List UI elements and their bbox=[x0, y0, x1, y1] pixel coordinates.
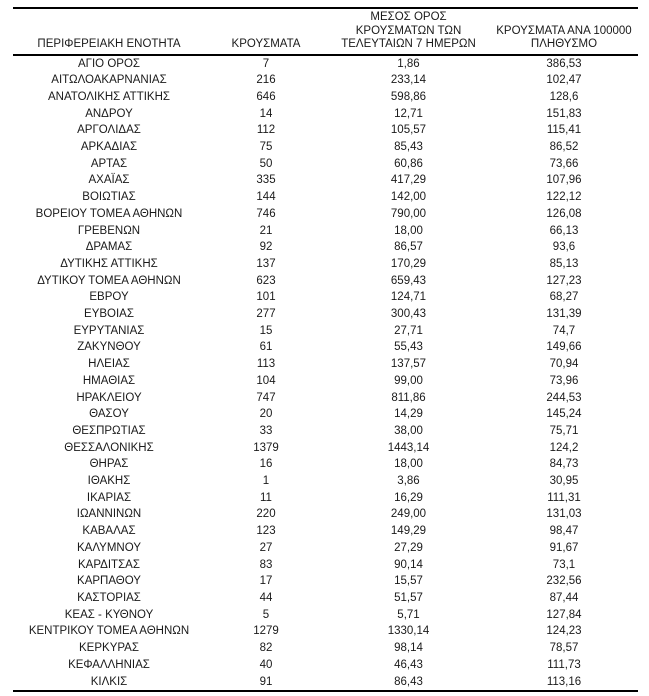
region-cell: ΕΥΡΥΤΑΝΙΑΣ bbox=[73, 324, 145, 337]
avg7-cell: 27,71 bbox=[394, 324, 423, 337]
table-row bbox=[13, 323, 638, 340]
table-row bbox=[13, 206, 638, 223]
region-cell: ΚΕΝΤΡΙΚΟΥ ΤΟΜΕΑ ΑΘΗΝΩΝ bbox=[28, 625, 190, 638]
cases-cell: 7 bbox=[262, 57, 270, 70]
region-cell: ΕΒΡΟΥ bbox=[89, 291, 129, 304]
per100k-cell: 86,52 bbox=[549, 141, 579, 154]
cases-cell: 220 bbox=[256, 508, 276, 521]
region-cell: ΚΑΡΔΙΤΣΑΣ bbox=[78, 558, 140, 571]
per100k-cell: 131,03 bbox=[546, 508, 582, 521]
avg7-cell: 659,43 bbox=[390, 274, 427, 287]
region-cell: ΑΡΚΑΔΙΑΣ bbox=[80, 141, 138, 154]
per100k-cell: 102,47 bbox=[546, 74, 582, 87]
avg7-cell: 105,57 bbox=[390, 124, 427, 137]
cases-cell: 747 bbox=[256, 391, 276, 404]
cases-cell: 16 bbox=[259, 458, 273, 471]
table-row bbox=[13, 289, 638, 306]
table-row bbox=[13, 156, 638, 173]
table-row bbox=[13, 273, 638, 290]
per100k-cell: 68,27 bbox=[549, 291, 579, 304]
header-line: ΚΡΟΥΣΜΑΤΑ ΑΝΑ 100000 bbox=[496, 24, 632, 37]
avg7-cell: 137,57 bbox=[390, 358, 427, 371]
header-row bbox=[13, 8, 638, 55]
cases-cell: 75 bbox=[259, 141, 273, 154]
table-row bbox=[13, 590, 638, 607]
per100k-cell: 98,47 bbox=[549, 525, 579, 538]
region-cell: ΙΩΑΝΝΙΝΩΝ bbox=[76, 508, 142, 521]
table-row bbox=[13, 674, 638, 692]
cases-cell: 61 bbox=[259, 341, 273, 354]
cases-cell: 91 bbox=[259, 675, 273, 688]
region-cell: ΕΥΒΟΙΑΣ bbox=[84, 308, 134, 321]
region-cell: ΑΡΓΟΛΙΔΑΣ bbox=[77, 124, 141, 137]
per100k-cell: 84,73 bbox=[549, 458, 579, 471]
table-row bbox=[13, 640, 638, 657]
avg7-cell: 790,00 bbox=[390, 207, 427, 220]
cases-cell: 83 bbox=[259, 558, 273, 571]
region-cell: ΓΡΕΒΕΝΩΝ bbox=[77, 224, 141, 237]
table-row bbox=[13, 306, 638, 323]
table-row bbox=[13, 557, 638, 574]
col-header-avg7 bbox=[327, 8, 490, 55]
cases-cell: 104 bbox=[256, 374, 276, 387]
per100k-cell: 149,66 bbox=[546, 341, 582, 354]
table-row bbox=[13, 456, 638, 473]
cases-cell: 14 bbox=[259, 107, 273, 120]
cases-cell: 40 bbox=[259, 658, 273, 671]
region-cell: ΚΕΦΑΛΛΗΝΙΑΣ bbox=[68, 658, 150, 671]
cases-cell: 1379 bbox=[253, 441, 279, 454]
per100k-cell: 87,44 bbox=[549, 592, 579, 604]
region-cell: ΑΝΑΤΟΛΙΚΗΣ ΑΤΤΙΚΗΣ bbox=[47, 90, 170, 103]
table-row bbox=[13, 89, 638, 106]
region-cell: ΚΑΒΑΛΑΣ bbox=[82, 525, 136, 538]
per100k-cell: 73,96 bbox=[549, 374, 579, 387]
per100k-cell: 66,13 bbox=[549, 224, 579, 237]
table-body bbox=[13, 55, 638, 692]
avg7-cell: 811,86 bbox=[391, 391, 426, 404]
region-cell: ΙΘΑΚΗΣ bbox=[87, 475, 131, 488]
table-row bbox=[13, 506, 638, 523]
cases-cell: 11 bbox=[260, 491, 272, 504]
col-header-per100k bbox=[490, 8, 638, 55]
cases-cell: 92 bbox=[259, 241, 273, 254]
table-row bbox=[13, 223, 638, 240]
avg7-cell: 149,29 bbox=[390, 525, 427, 538]
table-row bbox=[13, 490, 638, 507]
table-row bbox=[13, 106, 638, 123]
avg7-cell: 1443,14 bbox=[387, 441, 430, 454]
region-cell: ΚΑΡΠΑΘΟΥ bbox=[77, 575, 141, 588]
cases-cell: 5 bbox=[262, 608, 270, 621]
avg7-cell: 51,57 bbox=[394, 592, 423, 604]
avg7-cell: 142,00 bbox=[390, 191, 427, 204]
per100k-cell: 115,41 bbox=[546, 124, 582, 137]
table-row bbox=[13, 540, 638, 557]
cases-cell: 20 bbox=[259, 408, 273, 421]
region-cell: ΗΡΑΚΛΕΙΟΥ bbox=[76, 391, 142, 404]
cases-cell: 144 bbox=[256, 191, 276, 204]
table-row bbox=[13, 256, 638, 273]
region-cell: ΚΑΣΤΟΡΙΑΣ bbox=[77, 592, 141, 604]
region-cell: ΘΕΣΠΡΩΤΙΑΣ bbox=[72, 424, 146, 437]
table-row bbox=[13, 623, 638, 640]
region-cell: ΚΙΛΚΙΣ bbox=[90, 675, 128, 688]
per100k-cell: 124,2 bbox=[549, 441, 579, 454]
cases-cell: 101 bbox=[256, 291, 276, 304]
region-cell: ΑΓΙΟ ΟΡΟΣ bbox=[77, 57, 140, 70]
table-row bbox=[13, 356, 638, 373]
region-cell: ΚΕΡΚΥΡΑΣ bbox=[79, 642, 139, 655]
avg7-cell: 417,29 bbox=[390, 174, 427, 187]
region-cell: ΗΛΕΙΑΣ bbox=[88, 358, 130, 371]
cases-cell: 82 bbox=[259, 642, 273, 655]
header-line: ΚΡΟΥΣΜΑΤΑ bbox=[231, 38, 301, 50]
avg7-cell: 12,71 bbox=[394, 107, 423, 120]
per100k-cell: 93,6 bbox=[552, 241, 576, 254]
per100k-cell: 128,6 bbox=[549, 90, 579, 103]
avg7-cell: 86,57 bbox=[394, 241, 423, 254]
region-cell: ΑΙΤΩΛΟΑΚΑΡΝΑΝΙΑΣ bbox=[51, 74, 167, 87]
avg7-cell: 99,00 bbox=[394, 374, 423, 387]
header-line: ΠΕΡΙΦΕΡΕΙΑΚΗ ΕΝΟΤΗΤΑ bbox=[37, 38, 181, 50]
per100k-cell: 127,23 bbox=[546, 274, 582, 287]
cases-cell: 746 bbox=[256, 207, 276, 220]
table-row bbox=[13, 390, 638, 407]
avg7-cell: 18,00 bbox=[394, 224, 423, 237]
per100k-cell: 131,39 bbox=[546, 308, 582, 321]
avg7-cell: 300,43 bbox=[390, 308, 427, 321]
table-row bbox=[13, 172, 638, 189]
per100k-cell: 244,53 bbox=[546, 391, 582, 404]
avg7-cell: 55,43 bbox=[394, 341, 423, 354]
region-cell: ΔΥΤΙΚΗΣ ΑΤΤΙΚΗΣ bbox=[60, 257, 158, 270]
cases-cell: 216 bbox=[256, 74, 276, 87]
avg7-cell: 1,86 bbox=[397, 57, 420, 70]
cases-cell: 50 bbox=[259, 157, 273, 170]
table-row bbox=[13, 440, 638, 457]
table-row bbox=[13, 607, 638, 624]
avg7-cell: 598,86 bbox=[390, 90, 427, 103]
avg7-cell: 3,86 bbox=[397, 475, 420, 488]
region-cell: ΒΟΙΩΤΙΑΣ bbox=[82, 191, 136, 204]
cases-cell: 1 bbox=[262, 475, 270, 488]
cases-cell: 123 bbox=[256, 525, 276, 538]
per100k-cell: 74,7 bbox=[552, 324, 576, 337]
table-row bbox=[13, 55, 638, 73]
cases-cell: 623 bbox=[256, 274, 276, 287]
table-header bbox=[13, 8, 638, 55]
table-row bbox=[13, 473, 638, 490]
avg7-cell: 124,71 bbox=[390, 291, 427, 304]
per100k-cell: 73,66 bbox=[549, 157, 579, 170]
per100k-cell: 91,67 bbox=[549, 541, 579, 554]
avg7-cell: 170,29 bbox=[390, 257, 427, 270]
cases-cell: 137 bbox=[256, 257, 276, 270]
avg7-cell: 14,29 bbox=[394, 408, 423, 421]
table-row bbox=[13, 339, 638, 356]
table-row bbox=[13, 423, 638, 440]
avg7-cell: 86,43 bbox=[394, 675, 423, 688]
per100k-cell: 70,94 bbox=[549, 358, 579, 371]
header-line: ΠΛΗΘΥΣΜΟ bbox=[530, 38, 598, 50]
per100k-cell: 232,56 bbox=[546, 575, 582, 588]
table-row bbox=[13, 573, 638, 590]
per100k-cell: 386,53 bbox=[546, 57, 582, 70]
cases-cell: 15 bbox=[259, 324, 273, 337]
per100k-cell: 75,71 bbox=[549, 424, 579, 437]
avg7-cell: 98,14 bbox=[394, 642, 423, 655]
avg7-cell: 38,00 bbox=[394, 424, 423, 437]
cases-cell: 1279 bbox=[253, 625, 279, 638]
cases-cell: 17 bbox=[259, 575, 273, 588]
table-row bbox=[13, 523, 638, 540]
cases-cell: 277 bbox=[256, 308, 276, 321]
region-cell: ΖΑΚΥΝΘΟΥ bbox=[77, 341, 141, 354]
avg7-cell: 16,29 bbox=[394, 491, 423, 504]
avg7-cell: 60,86 bbox=[394, 157, 423, 170]
avg7-cell: 233,14 bbox=[390, 74, 427, 87]
per100k-cell: 151,83 bbox=[546, 107, 582, 120]
table-row bbox=[13, 122, 638, 139]
region-cell: ΑΝΔΡΟΥ bbox=[85, 107, 133, 120]
cases-cell: 27 bbox=[259, 541, 273, 554]
header-line: ΤΕΛΕΥΤΑΙΩΝ 7 ΗΜΕΡΩΝ bbox=[341, 38, 476, 50]
avg7-cell: 249,00 bbox=[390, 508, 427, 521]
per100k-cell: 73,1 bbox=[552, 558, 576, 571]
cases-cell: 33 bbox=[259, 424, 273, 437]
header-line: ΜΕΣΟΣ ΟΡΟΣ bbox=[370, 11, 447, 23]
per100k-cell: 127,84 bbox=[546, 608, 582, 621]
cases-cell: 646 bbox=[256, 90, 276, 103]
region-cell: ΘΑΣΟΥ bbox=[89, 408, 129, 421]
avg7-cell: 15,57 bbox=[394, 575, 423, 588]
avg7-cell: 90,14 bbox=[394, 558, 423, 571]
region-cell: ΑΡΤΑΣ bbox=[90, 157, 128, 170]
region-cell: ΘΕΣΣΑΛΟΝΙΚΗΣ bbox=[64, 441, 154, 454]
per100k-cell: 111,31 bbox=[547, 491, 581, 504]
cases-cell: 335 bbox=[256, 174, 276, 187]
table-row bbox=[13, 139, 638, 156]
cases-cell: 113 bbox=[256, 358, 276, 371]
col-header-cases bbox=[205, 8, 327, 55]
header-line: ΚΡΟΥΣΜΑΤΩΝ ΤΩΝ bbox=[355, 24, 462, 37]
region-cell: ΔΥΤΙΚΟΥ ΤΟΜΕΑ ΑΘΗΝΩΝ bbox=[37, 274, 181, 287]
per100k-cell: 30,95 bbox=[549, 475, 579, 488]
cases-table bbox=[13, 7, 638, 692]
cases-table-wrapper bbox=[13, 7, 638, 692]
avg7-cell: 5,71 bbox=[397, 608, 420, 621]
per100k-cell: 111,73 bbox=[547, 658, 581, 671]
table-row bbox=[13, 189, 638, 206]
region-cell: ΙΚΑΡΙΑΣ bbox=[86, 491, 132, 504]
per100k-cell: 122,12 bbox=[546, 191, 582, 204]
per100k-cell: 85,13 bbox=[549, 257, 579, 270]
cases-cell: 44 bbox=[259, 592, 273, 604]
per100k-cell: 124,23 bbox=[546, 625, 582, 638]
table-row bbox=[13, 406, 638, 423]
per100k-cell: 145,24 bbox=[546, 408, 582, 421]
cases-cell: 112 bbox=[256, 124, 276, 137]
avg7-cell: 18,00 bbox=[394, 458, 423, 471]
table-row bbox=[13, 72, 638, 89]
avg7-cell: 27,29 bbox=[394, 541, 423, 554]
avg7-cell: 85,43 bbox=[394, 141, 423, 154]
table-row bbox=[13, 239, 638, 256]
table-row bbox=[13, 657, 638, 674]
per100k-cell: 78,57 bbox=[549, 642, 579, 655]
per100k-cell: 126,08 bbox=[546, 207, 582, 220]
avg7-cell: 46,43 bbox=[394, 658, 423, 671]
per100k-cell: 107,96 bbox=[546, 174, 582, 187]
region-cell: ΑΧΑΪΑΣ bbox=[88, 174, 130, 187]
table-row bbox=[13, 373, 638, 390]
avg7-cell: 1330,14 bbox=[387, 625, 430, 638]
region-cell: ΘΗΡΑΣ bbox=[89, 458, 129, 471]
col-header-region bbox=[13, 8, 205, 55]
region-cell: ΚΕΑΣ - ΚΥΘΝΟΥ bbox=[64, 608, 154, 621]
cases-cell: 21 bbox=[259, 224, 273, 237]
region-cell: ΒΟΡΕΙΟΥ ΤΟΜΕΑ ΑΘΗΝΩΝ bbox=[35, 207, 183, 220]
region-cell: ΗΜΑΘΙΑΣ bbox=[82, 374, 136, 387]
per100k-cell: 113,16 bbox=[546, 675, 582, 688]
region-cell: ΚΑΛΥΜΝΟΥ bbox=[77, 541, 141, 554]
region-cell: ΔΡΑΜΑΣ bbox=[85, 241, 133, 254]
